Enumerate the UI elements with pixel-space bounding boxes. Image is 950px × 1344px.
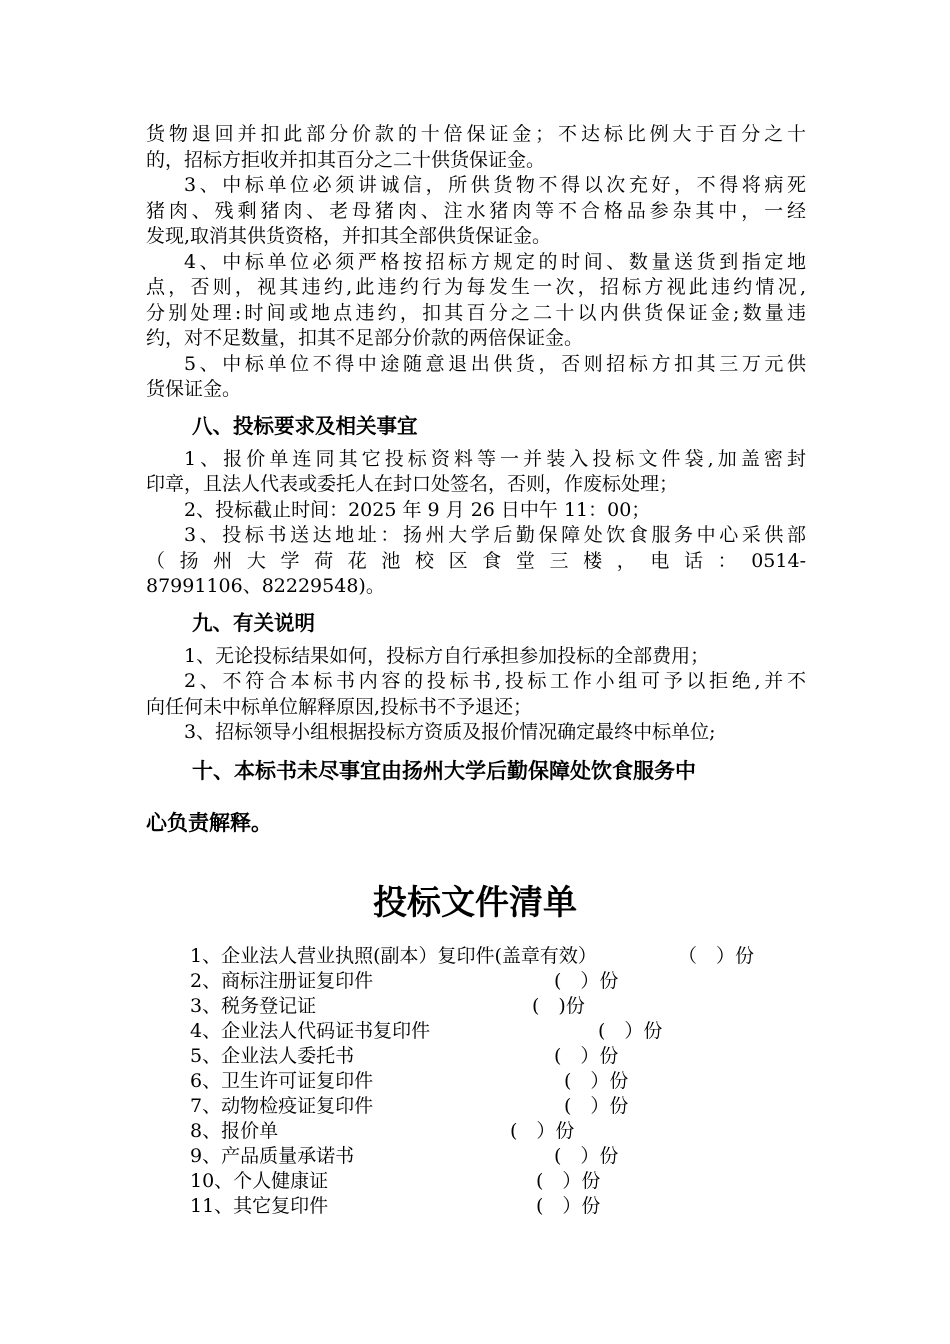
section-heading-10: 十、本标书未尽事宜由扬州大学后勤保障处饮食服务中 bbox=[192, 758, 696, 783]
list-item bbox=[190, 1194, 790, 1219]
item-label: 4、企业法人代码证书复印件 bbox=[190, 1020, 431, 1042]
item-count: ( ）份 bbox=[510, 1120, 575, 1142]
paragraph-line: 1、无论投标结果如何，投标方自行承担参加投标的全部费用； bbox=[184, 644, 710, 667]
paragraph-line: 2、不符合本标书内容的投标书,投标工作小组可予以拒绝,并不 bbox=[184, 670, 806, 692]
list-item bbox=[190, 1044, 790, 1069]
item-count: ( ）份 bbox=[564, 1095, 629, 1117]
section-heading-10-continued: 心负责解释。 bbox=[146, 810, 272, 835]
list-item bbox=[190, 1119, 790, 1144]
list-item bbox=[190, 969, 790, 994]
item-label: 11、其它复印件 bbox=[190, 1195, 329, 1217]
paragraph-line: 4、中标单位必须严格按招标方规定的时间、数量送货到指定地 bbox=[184, 250, 806, 273]
list-item bbox=[190, 944, 790, 969]
checklist bbox=[190, 944, 790, 1219]
item-label: 7、动物检疫证复印件 bbox=[190, 1095, 374, 1117]
paragraph-line: 2、投标截止时间：2025 年 9 月 26 日中午 11：00； bbox=[184, 498, 651, 521]
section-heading-8: 八、投标要求及相关事宜 bbox=[192, 413, 418, 438]
paragraph-line: 5、中标单位不得中途随意退出供货，否则招标方扣其三万元供 bbox=[184, 352, 806, 375]
paragraph-line: 约，对不足数量，扣其不足部分价款的两倍保证金。 bbox=[146, 327, 584, 349]
item-label: 9、产品质量承诺书 bbox=[190, 1145, 355, 1167]
paragraph-line: 87991106、82229548)。 bbox=[146, 575, 385, 597]
paragraph-line: 点，否则，视其违约,此违约行为每发生一次，招标方视此违约情况, bbox=[146, 276, 806, 298]
paragraph-line: 的，招标方拒收并扣其百分之二十供货保证金。 bbox=[146, 148, 546, 171]
item-label: 8、报价单 bbox=[190, 1120, 279, 1142]
item-label: 2、商标注册证复印件 bbox=[190, 970, 374, 992]
document-body bbox=[146, 122, 806, 836]
item-label: 3、税务登记证 bbox=[190, 995, 317, 1017]
item-count: ( )份 bbox=[532, 995, 585, 1017]
paragraph-line: 3、招标领导小组根据投标方资质及报价情况确定最终中标单位; bbox=[184, 721, 716, 743]
list-item bbox=[190, 1019, 790, 1044]
list-item bbox=[190, 1094, 790, 1119]
paragraph-line: 货保证金。 bbox=[146, 378, 242, 400]
paragraph-line: 发现,取消其供货资格，并扣其全部供货保证金。 bbox=[146, 225, 552, 247]
item-label: 5、企业法人委托书 bbox=[190, 1045, 355, 1067]
section-heading-9: 九、有关说明 bbox=[192, 610, 315, 635]
list-item bbox=[190, 994, 790, 1019]
list-item bbox=[190, 1144, 790, 1169]
list-item bbox=[190, 1169, 790, 1194]
item-label: 10、个人健康证 bbox=[190, 1170, 329, 1192]
paragraph-line: 1、报价单连同其它投标资料等一并装入投标文件袋,加盖密封 bbox=[184, 447, 806, 470]
paragraph-line: 3、投标书送达地址：扬州大学后勤保障处饮食服务中心采供部 bbox=[184, 524, 806, 546]
paragraph-line: （扬州大学荷花池校区食堂三楼，电话：0514- bbox=[146, 549, 806, 572]
paragraph-line: 猪肉、残剩猪肉、老母猪肉、注水猪肉等不合格品参杂其中，一经 bbox=[146, 199, 806, 222]
item-label: 6、卫生许可证复印件 bbox=[190, 1070, 374, 1092]
item-count: ( ）份 bbox=[536, 1195, 601, 1217]
paragraph-line: 分别处理:时间或地点违约，扣其百分之二十以内供货保证金;数量违 bbox=[146, 301, 806, 324]
item-count: ( ）份 bbox=[598, 1020, 663, 1042]
paragraph-line: 印章，且法人代表或委托人在封口处签名，否则，作废标处理； bbox=[146, 473, 679, 495]
item-count: （ ）份 bbox=[678, 945, 755, 967]
checklist-title: 投标文件清单 bbox=[373, 883, 577, 923]
paragraph-line: 货物退回并扣此部分价款的十倍保证金；不达标比例大于百分之十 bbox=[146, 123, 806, 145]
item-count: ( ）份 bbox=[536, 1170, 601, 1192]
item-count: ( ）份 bbox=[564, 1070, 629, 1092]
paragraph-line: 3、中标单位必须讲诚信，所供货物不得以次充好，不得将病死 bbox=[184, 174, 806, 196]
item-label: 1、企业法人营业执照(副本）复印件(盖章有效） bbox=[190, 945, 597, 967]
item-count: ( ）份 bbox=[554, 970, 619, 992]
list-item bbox=[190, 1069, 790, 1094]
paragraph-line: 向任何未中标单位解释原因,投标书不予退还； bbox=[146, 695, 533, 718]
item-count: ( ）份 bbox=[554, 1145, 619, 1167]
item-count: ( ）份 bbox=[554, 1045, 619, 1067]
